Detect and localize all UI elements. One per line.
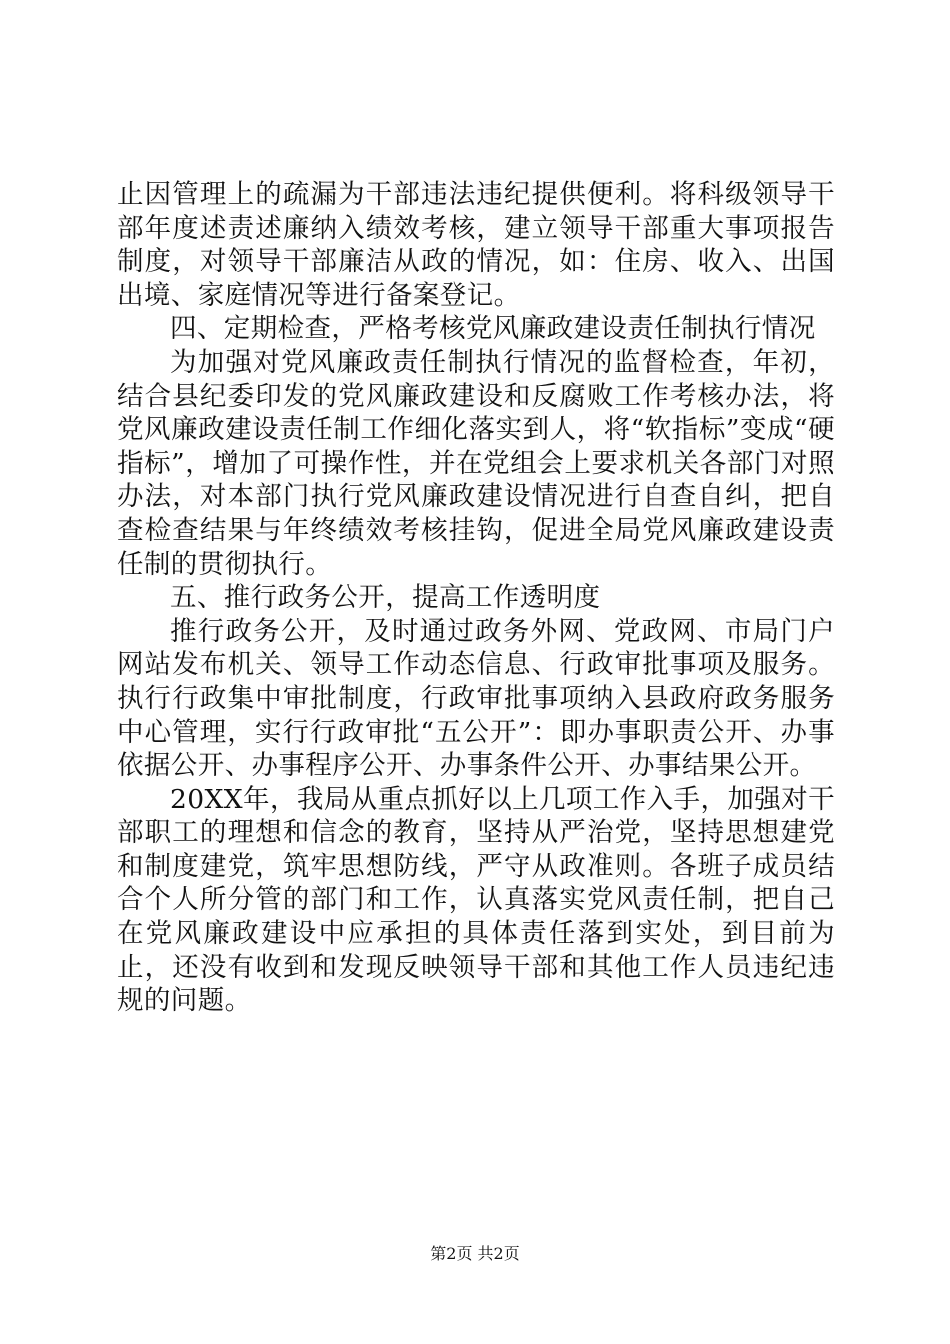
paragraph-inspection: 为加强对党风廉政责任制执行情况的监督检查，年初，结合县纪委印发的党风廉政建设和反腐败工作考核办法，将党风廉政建设责任制工作细化落实到人，将“软指标”变成“硬指标”，增加了可操作性，并在党组会上要求机关各部门对照办法，对本部门执行党风廉政建设情况进行自查自纠，把自查检查结果与年终绩效考核挂钩，促进全局党风廉政建设责任制的贯彻执行。 (117, 346, 835, 580)
section-heading-4: 四、定期检查，严格考核党风廉政建设责任制执行情况 (170, 313, 816, 345)
page-footer: 第2页 共2页 (430, 1244, 520, 1263)
document-body (117, 178, 835, 1018)
paragraph-continuation: 止因管理上的疏漏为干部违法违纪提供便利。将科级领导干部年度述责述廉纳入绩效考核，建立领导干部重大事项报告制度，对领导干部廉洁从政的情况，如：住房、收入、出国出境、家庭情况等进行备案登记。 (117, 179, 835, 311)
paragraph-transparency: 推行政务公开，及时通过政务外网、党政网、市局门户网站发布机关、领导工作动态信息、行政审批事项及服务。执行行政集中审批制度，行政审批事项纳入县政府政务服务中心管理，实行行政审批“五公开”：即办事职责公开、办事依据公开、办事程序公开、办事条件公开、办事结果公开。 (117, 615, 835, 782)
section-heading-5: 五、推行政务公开，提高工作透明度 (170, 582, 601, 614)
paragraph-summary: 20XX年，我局从重点抓好以上几项工作入手，加强对干部职工的理想和信念的教育，坚持从严治党，坚持思想建党和制度建党，筑牢思想防线，严守从政准则。各班子成员结合个人所分管的部门和工作，认真落实党风责任制，把自己在党风廉政建设中应承担的具体责任落到实处，到目前为止，还没有收到和发现反映领导干部和其他工作人员违纪违规的问题。 (117, 783, 835, 1017)
